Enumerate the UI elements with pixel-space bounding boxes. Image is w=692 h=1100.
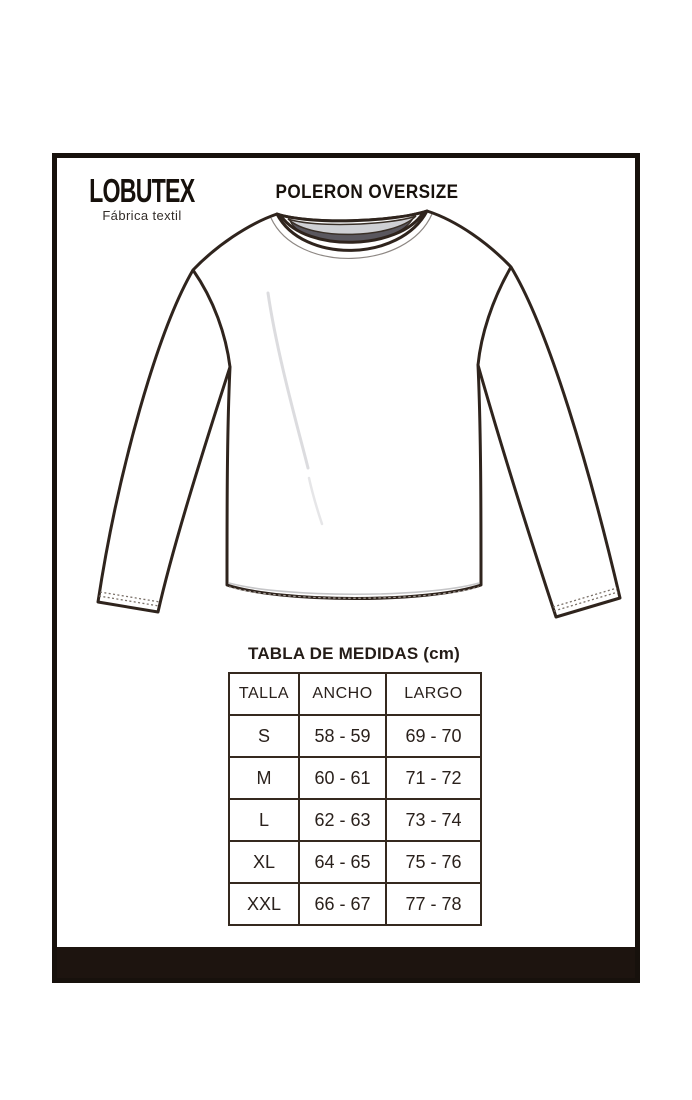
size-row	[229, 715, 481, 757]
col-header-ancho: ANCHO	[299, 673, 386, 715]
size-table-title: TABLA DE MEDIDAS (cm)	[248, 644, 460, 663]
size-row	[229, 841, 481, 883]
poleron-flat-sketch-illustration	[57, 195, 637, 635]
talla-cell: XXL	[229, 883, 299, 925]
largo-cell: 69 - 70	[386, 715, 481, 757]
talla-cell: L	[229, 799, 299, 841]
largo-cell: 71 - 72	[386, 757, 481, 799]
largo-cell: 73 - 74	[386, 799, 481, 841]
col-header-talla: TALLA	[229, 673, 299, 715]
ancho-cell: 62 - 63	[299, 799, 386, 841]
talla-cell: M	[229, 757, 299, 799]
size-table-body	[229, 715, 481, 925]
col-header-largo: LARGO	[386, 673, 481, 715]
ancho-cell: 60 - 61	[299, 757, 386, 799]
bottom-bar	[57, 947, 635, 978]
product-title: POLERON OVERSIZE	[275, 182, 459, 203]
largo-cell: 77 - 78	[386, 883, 481, 925]
ancho-cell: 64 - 65	[299, 841, 386, 883]
ancho-cell: 58 - 59	[299, 715, 386, 757]
size-table	[228, 672, 482, 926]
brand-logo: LOBUTEX	[89, 173, 195, 211]
size-row	[229, 757, 481, 799]
talla-cell: XL	[229, 841, 299, 883]
size-row	[229, 799, 481, 841]
talla-cell: S	[229, 715, 299, 757]
largo-cell: 75 - 76	[386, 841, 481, 883]
size-table-header-row	[229, 673, 481, 715]
shirt-outline	[98, 211, 620, 617]
size-row	[229, 883, 481, 925]
content-frame	[52, 153, 640, 983]
brand-subtitle: Fábrica textil	[102, 208, 182, 223]
ancho-cell: 66 - 67	[299, 883, 386, 925]
